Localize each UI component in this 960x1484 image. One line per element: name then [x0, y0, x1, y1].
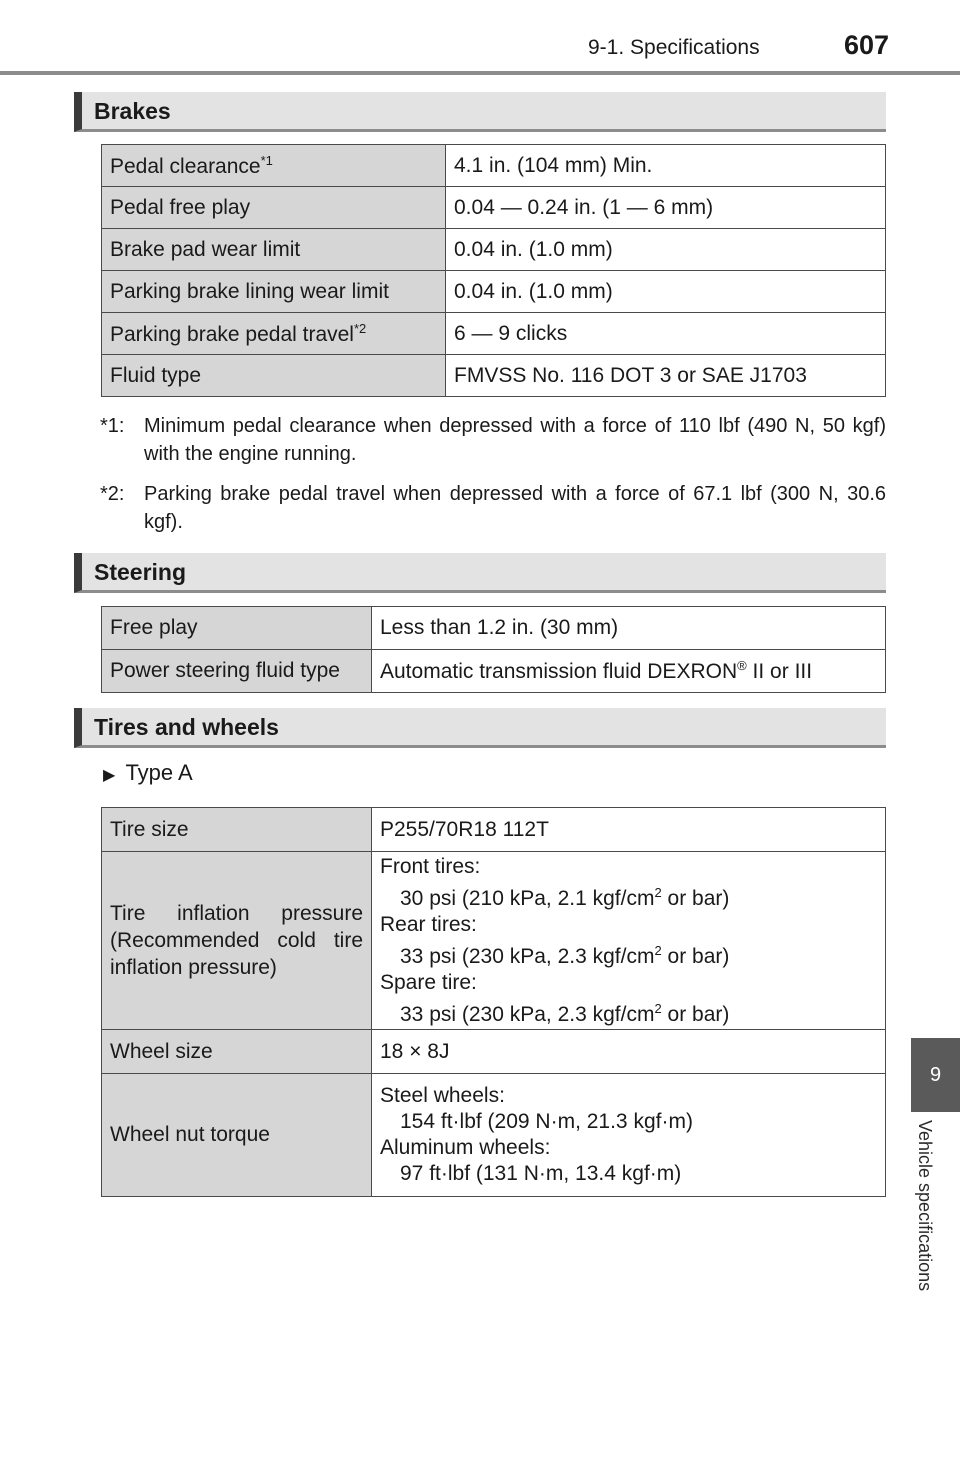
- table-row: [102, 313, 886, 355]
- spec-value: 18 × 8J: [372, 1030, 886, 1074]
- spec-value: 0.04 in. (1.0 mm): [446, 271, 886, 313]
- spec-name: Free play: [102, 607, 372, 650]
- spec-value: Front tires: 30 psi (210 kPa, 2.1 kgf/$cm^2$ or bar) Rear tires: 33 psi (230 kPa, 2.3 kgf/$cm^2$ or bar) Spare tire: 33 psi (230 kPa, 2.3 kgf/$cm^2$ or bar): [372, 852, 886, 1030]
- steering-heading: [74, 553, 886, 593]
- spec-name: Fluid type: [102, 355, 446, 397]
- spec-value: P255/70R18 112T: [372, 808, 886, 852]
- arrow-right-icon: ▶: [103, 767, 116, 784]
- spec-value: 0.04 — 0.24 in. (1 — 6 mm): [446, 187, 886, 229]
- footnote-1: *1: Minimum pedal clearance when depressed with a force of 110 lbf (490 N, 50 kgf) with the engine running.: [100, 415, 886, 465]
- spec-value: FMVSS No. 116 DOT 3 or SAE J1703: [446, 355, 886, 397]
- spec-name: Power steering fluid type: [102, 650, 372, 693]
- tires-heading-text: Tires and wheels: [94, 714, 279, 740]
- table-row: [102, 607, 886, 650]
- page-number: 607: [844, 30, 890, 60]
- table-row: [102, 187, 886, 229]
- table-row: [102, 1074, 886, 1197]
- table-row: [102, 271, 886, 313]
- spec-name: Parking brake lining wear limit: [102, 271, 446, 313]
- table-row: [102, 808, 886, 852]
- spec-name: Wheel size: [102, 1030, 372, 1074]
- table-row: [102, 355, 886, 397]
- chapter-label: Vehicle specifications: [915, 1120, 935, 1292]
- spec-value: Automatic transmission fluid DEXRON® II or III: [372, 650, 886, 693]
- spec-name: Tire inflation pressure (Recommended cold tire inflation pressure): [102, 852, 372, 1030]
- table-row: [102, 1030, 886, 1074]
- spec-name: Pedal free play: [102, 187, 446, 229]
- brakes-heading: [74, 92, 886, 132]
- header-rule: [0, 71, 960, 75]
- brakes-table: [101, 144, 886, 397]
- spec-value: 4.1 in. (104 mm) Min.: [446, 145, 886, 187]
- section-title: 9-1. Specifications: [588, 36, 760, 59]
- type-a-label: ▶ Type A: [103, 760, 193, 785]
- steering-table: [101, 606, 886, 693]
- spec-value: 0.04 in. (1.0 mm): [446, 229, 886, 271]
- table-row: [102, 852, 886, 1030]
- footnote-2: *2: Parking brake pedal travel when depressed with a force of 67.1 lbf (300 N, 30.6 kgf).: [100, 483, 886, 533]
- spec-value: Less than 1.2 in. (30 mm): [372, 607, 886, 650]
- table-row: [102, 650, 886, 693]
- steering-heading-text: Steering: [94, 559, 187, 585]
- tires-heading: [74, 708, 886, 748]
- table-row: [102, 229, 886, 271]
- spec-name: Brake pad wear limit: [102, 229, 446, 271]
- spec-name: Pedal clearance$^{*1}$: [102, 145, 446, 187]
- chapter-tab: 9: [911, 1038, 960, 1112]
- tires-table: [101, 807, 886, 1197]
- spec-name: Wheel nut torque: [102, 1074, 372, 1197]
- table-row: [102, 145, 886, 187]
- spec-value: 6 — 9 clicks: [446, 313, 886, 355]
- spec-name: Parking brake pedal travel$^{*2}$: [102, 313, 446, 355]
- brakes-heading-text: Brakes: [94, 98, 171, 124]
- spec-name: Tire size: [102, 808, 372, 852]
- spec-value: Steel wheels: 154 ft·lbf (209 N·m, 21.3 kgf·m) Aluminum wheels: 97 ft·lbf (131 N·m, 13.4 kgf·m): [372, 1074, 886, 1197]
